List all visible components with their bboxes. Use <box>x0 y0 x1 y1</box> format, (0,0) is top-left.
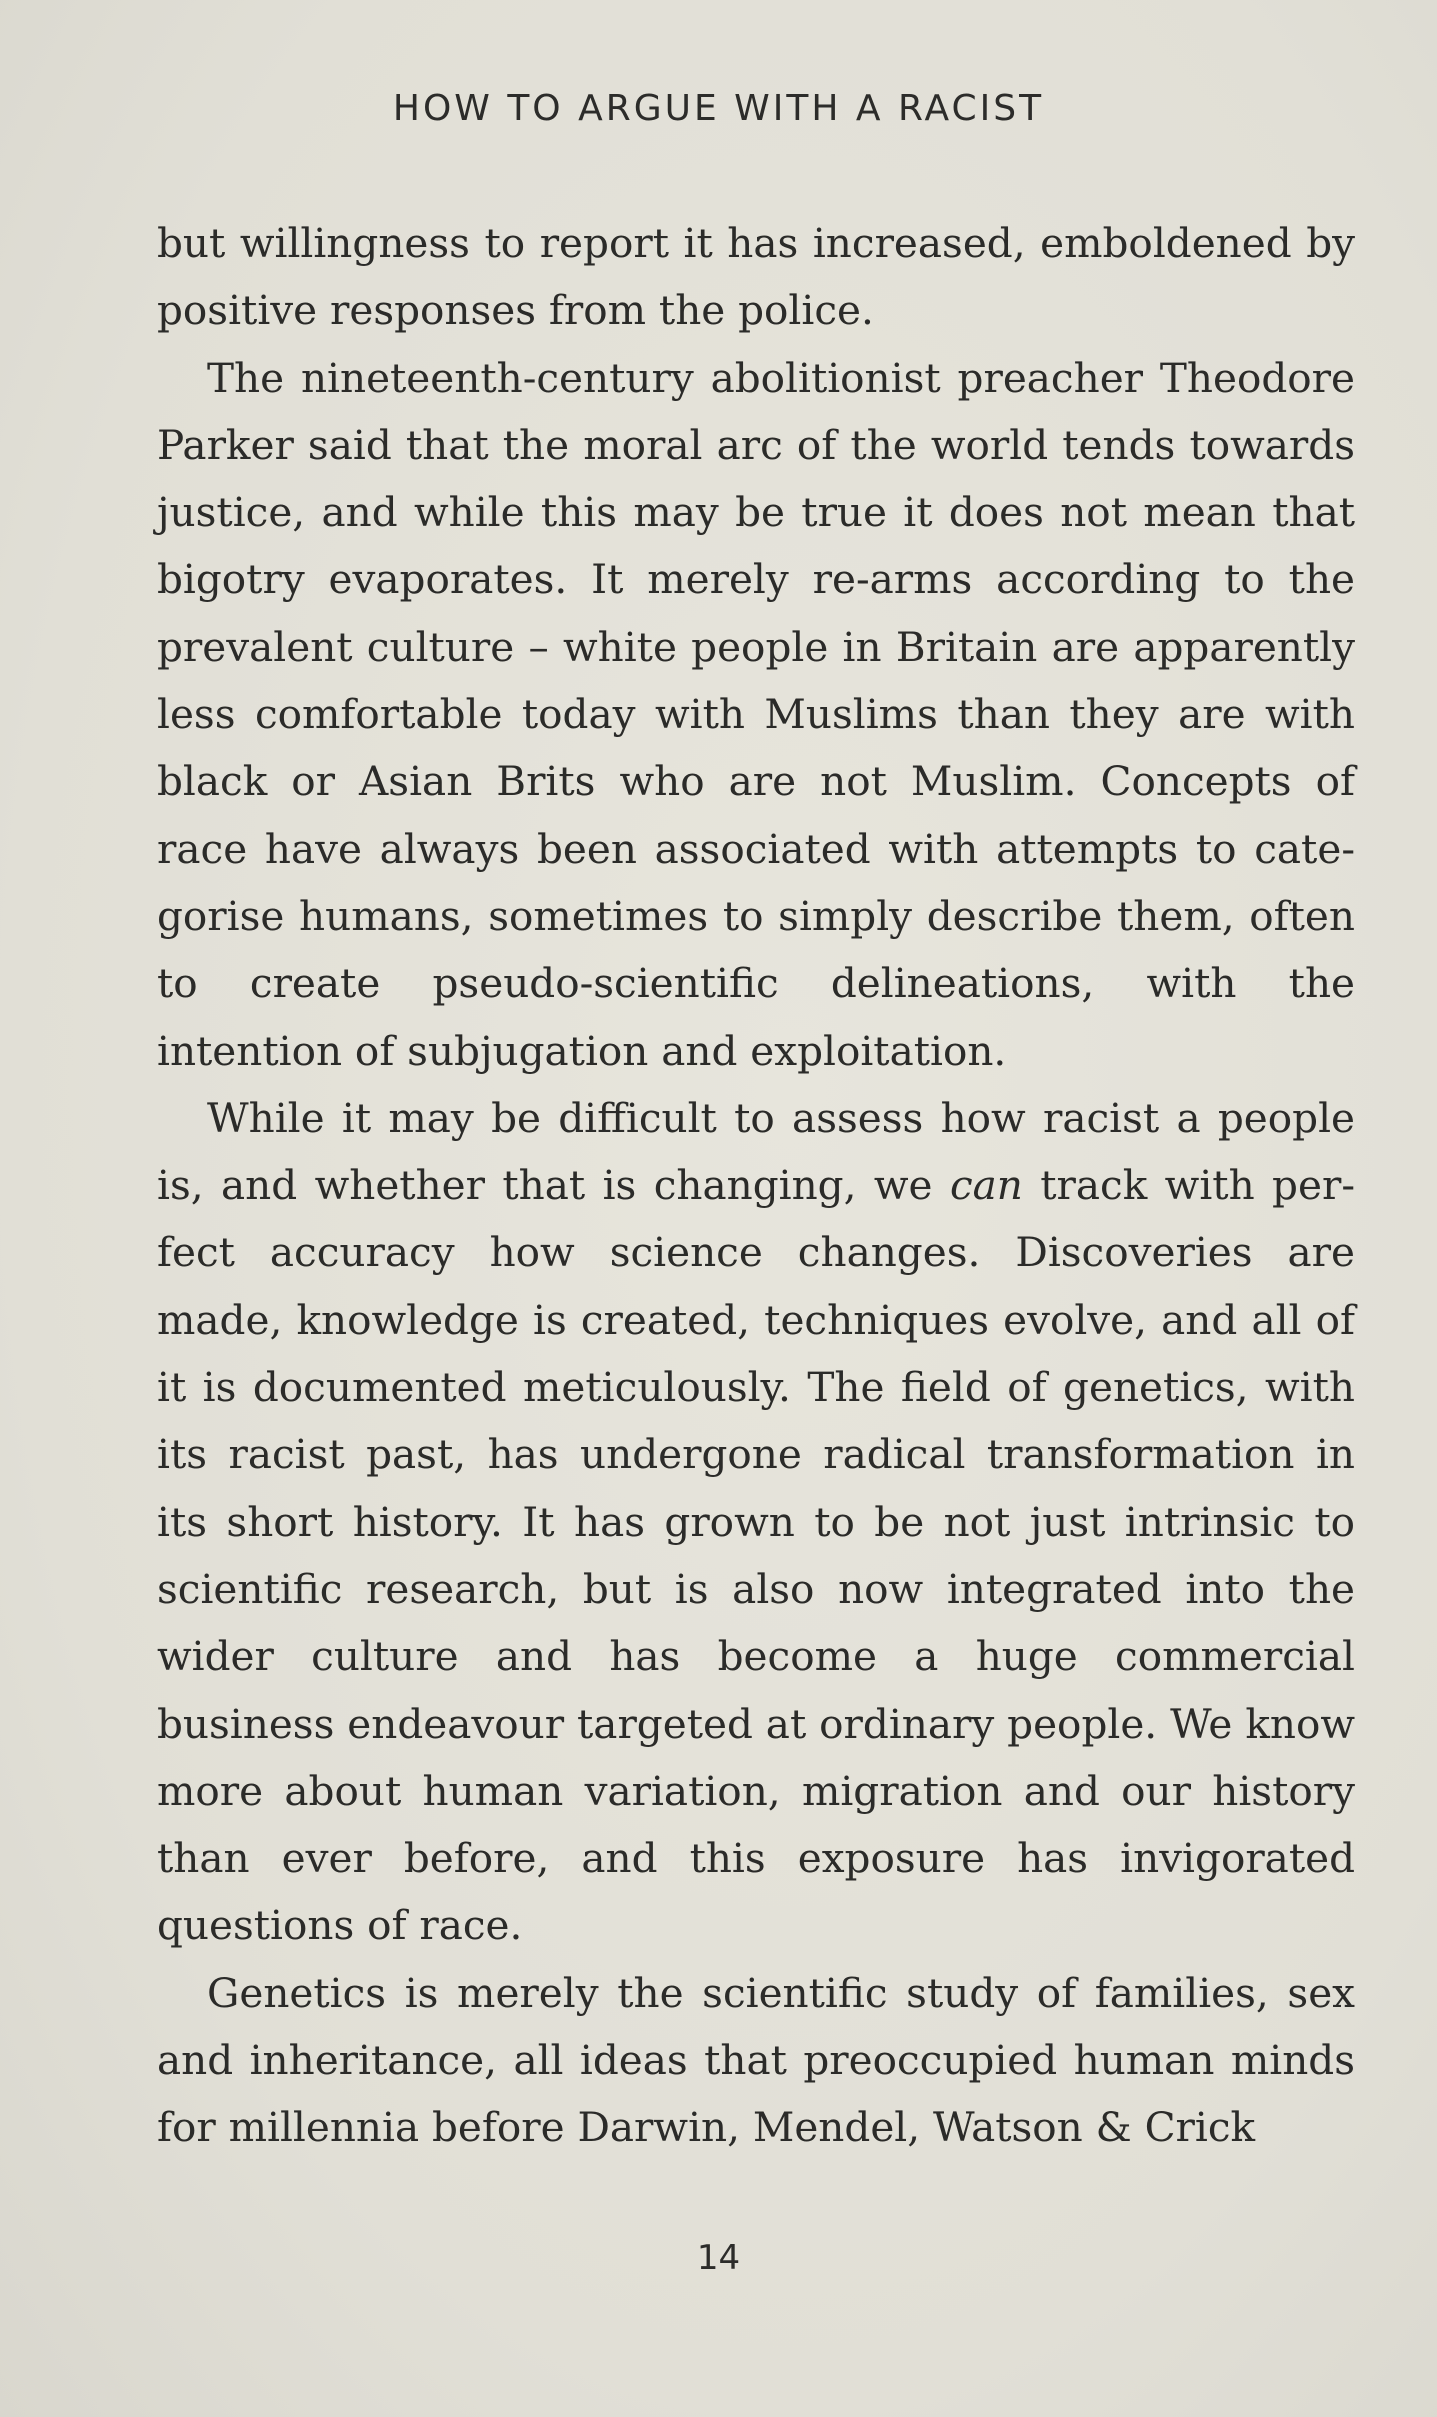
paragraph-science <box>157 1085 1355 1960</box>
page-number: 14 <box>696 2238 741 2278</box>
emphasis-can: can <box>949 1161 1023 1210</box>
paragraph-genetics: Genetics is merely the scientific study of families, sex and inheritance, all ideas that preoccupied human minds for millennia before Darwin, Mendel, Watson & Crick <box>157 1968 1355 2152</box>
paragraph-continuation: but willingness to report it has increased, emboldened by positive responses from the police. <box>157 219 1355 335</box>
body-text <box>157 210 1355 2162</box>
paragraph-science-rest: track with perfect accuracy how science changes. Discoveries are made, knowledge is created, techniques evolve, and all of it is documented meticulously. The field of genetics, with its racist past, has undergone radical transformation in its short history. It has grown to be not just intrinsic to scientific research, but is also now integrated into the wider culture and has become a huge commercial business endeavour targeted at ordinary people. We know more about human variation, migration and our history than ever before, and this exposure has invigorated questions of race. <box>157 1161 1356 1950</box>
paragraph-science-lead: While it may be difficult to assess how racist a people is, and whether that is changing, we <box>157 1093 1355 1210</box>
paragraph-parker: The nineteenth-century abolitionist preacher Theodore Parker said that the moral arc of the world tends towards justice, and while this may be true it does not mean that bigotry evaporates. It merely re-arms according to the prevalent culture – white people in Britain are apparently less comfortable today with Muslims than they are with black or Asian Brits who are not Muslim. Concepts of race have always been associated with attempts to categorise humans, sometimes to simply describe them, often to create pseudo-scientific delineations, with the intention of subjugation and exploitation. <box>157 353 1355 1075</box>
running-head: HOW TO ARGUE WITH A RACIST <box>392 88 1045 129</box>
